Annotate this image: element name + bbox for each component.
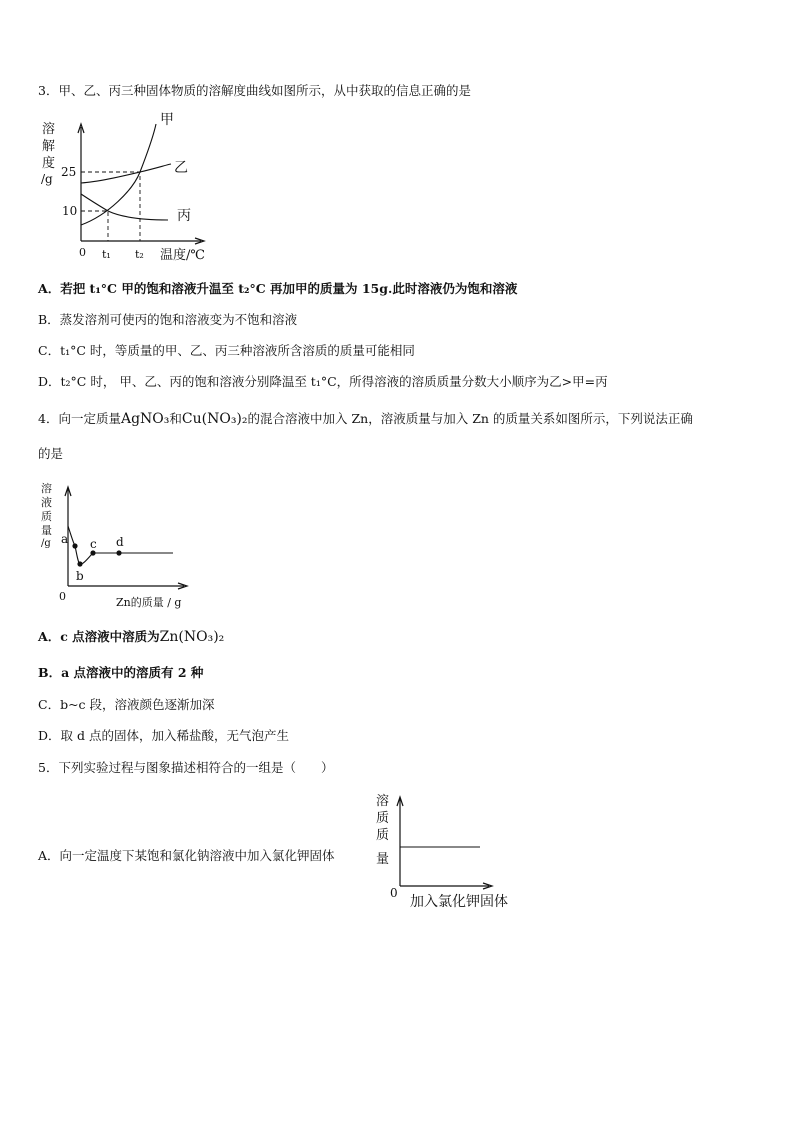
q3-origin: 0 (79, 246, 86, 259)
q3-curve-jia (81, 124, 156, 225)
q3-stem: 3．甲、乙、丙三种固体物质的溶解度曲线如图所示，从中获取的信息正确的是 (38, 83, 471, 98)
q4-stem-part1: 4．向一定质量 (38, 411, 121, 426)
q5-xlabel: 加入氯化钾固体 (410, 894, 508, 910)
q3-option-c: C．t₁°C 时，等质量的甲、乙、丙三种溶液所含溶质的质量可能相同 (38, 343, 415, 358)
q3-xlabel: 温度/℃ (160, 248, 205, 263)
q4-stem-and: 和 (169, 411, 182, 426)
q4-formula-cuno3: Cu(NO₃)₂ (181, 411, 248, 427)
q4-ylabel-3: 质 (41, 510, 52, 523)
q4-ylabel-4: 量 (41, 524, 52, 537)
q3-tick-25: 25 (61, 165, 77, 179)
q5-origin: 0 (390, 886, 398, 900)
q4-origin: 0 (59, 590, 66, 603)
q4-formula-agno3: AgNO₃ (120, 411, 170, 427)
q4-label-d: d (116, 535, 124, 549)
q3-ylabel-3: 度 (42, 156, 56, 171)
q4-ylabel-2: 液 (41, 496, 52, 509)
q5-stem: 5．下列实验过程与图象描述相符合的一组是（ ） (38, 760, 334, 775)
q4-option-b: B．a 点溶液中的溶质有 2 种 (38, 665, 204, 680)
q4-option-c: C．b~c 段，溶液颜色逐渐加深 (38, 697, 215, 712)
q4-label-c: c (90, 537, 97, 551)
q3-solubility-graph (38, 110, 238, 263)
q3-option-a: A．若把 t₁°C 甲的饱和溶液升温至 t₂°C 再加甲的质量为 15g.此时溶液仍为饱和溶液 (38, 281, 518, 296)
q3-ylabel-2: 解 (42, 139, 56, 154)
q3-label-bing: 丙 (177, 208, 191, 224)
q5-option-a: A．向一定温度下某饱和氯化钠溶液中加入氯化钾固体 (38, 848, 335, 863)
q3-option-d: D．t₂°C 时， 甲、乙、丙的饱和溶液分别降温至 t₁°C，所得溶液的溶质质量分数大小顺序为乙>甲=丙 (38, 374, 608, 389)
q5-ylabel-1: 溶 (376, 794, 390, 809)
q5-ylabel-2: 质 (376, 811, 390, 826)
q3-option-b: B．蒸发溶剂可使丙的饱和溶液变为不饱和溶液 (38, 312, 298, 327)
q4-point-a (72, 543, 77, 548)
q4-stem-line1 (38, 411, 693, 427)
q4-solution-mass-graph (38, 480, 208, 610)
q3-tick-t1: t₁ (102, 248, 111, 261)
q4-point-b (77, 561, 82, 566)
q4-ylabel-1: 溶 (41, 482, 52, 495)
q4-ylabel-5: /g (41, 538, 51, 549)
q4-label-b: b (76, 569, 84, 583)
q3-label-yi: 乙 (174, 160, 188, 176)
q4-xlabel: Zn的质量 / g (116, 596, 182, 609)
q5-ylabel-3: 质 (376, 828, 390, 843)
q4-point-d (116, 550, 121, 555)
q3-ylabel-4: /g (41, 172, 53, 186)
q4-stem-line2: 的是 (38, 446, 64, 461)
q4-point-c (90, 550, 95, 555)
q3-label-jia: 甲 (160, 112, 174, 128)
q4-option-d: D．取 d 点的固体，加入稀盐酸，无气泡产生 (38, 728, 289, 743)
q5-ylabel-4: 量 (376, 852, 390, 867)
q4-formula-zn-no3: Zn(NO₃)₂ (159, 629, 225, 645)
q3-ylabel-1: 溶 (42, 122, 56, 137)
q3-tick-10: 10 (62, 204, 78, 218)
q4-label-a: a (61, 532, 69, 546)
q5-graph (372, 790, 522, 920)
q4-option-a (38, 629, 224, 645)
q3-tick-t2: t₂ (135, 248, 144, 261)
q3-curve-yi (81, 164, 171, 183)
q4-stem-part2: 的混合溶液中加入 Zn，溶液质量与加入 Zn 的质量关系如图所示，下列说法正确 (247, 411, 693, 426)
q3-curve-bing (81, 194, 168, 220)
q4-option-a-text: A．c 点溶液中溶质为 (38, 629, 160, 644)
